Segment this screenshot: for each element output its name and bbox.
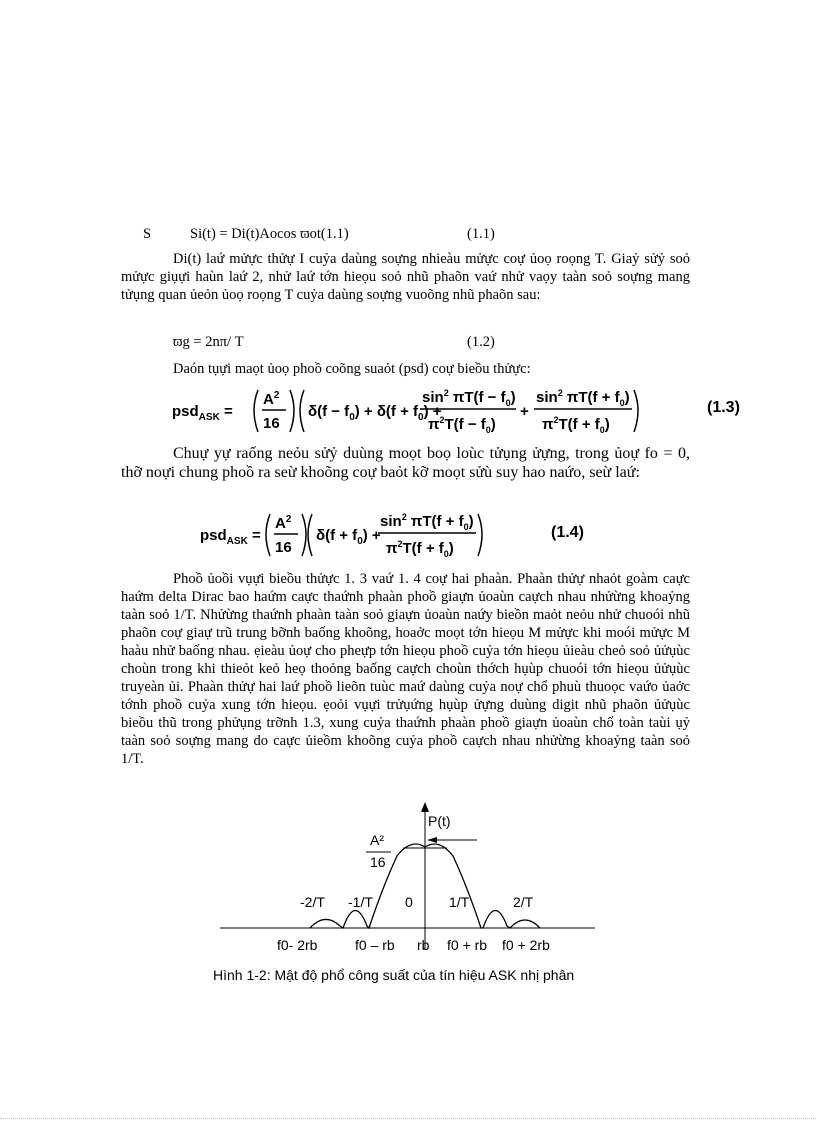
svg-text:sin2 πT(f + f0): $\sin^2 \pi T(f + f_0)$ (380, 512, 474, 532)
tick-minus-2-over-T: -2/T (300, 894, 325, 910)
tick-zero: 0 (405, 894, 413, 910)
eq-1-1-label: (1.1) (467, 226, 495, 242)
svg-text:π2T(f + f0): $\pi^2T(f + f_0)$ (386, 539, 454, 559)
svg-text:sin2 πT(f − f0): $\sin^2 \pi T(f - f_0)$ (422, 388, 516, 408)
svg-text:δ(f − f0) + δ(f + f0) +: $\delta(f - f_0) + \delta(f + f_0)$ + (308, 403, 442, 423)
svg-text:psdASK =: psd$_{ASK}$ = (172, 403, 233, 423)
eq-1-4-label: (1.4) (551, 524, 584, 541)
svg-text:π2T(f + f0): $\pi^2T(f + f_0)$ (542, 415, 610, 435)
svg-text:16: 16 (275, 539, 292, 556)
tick-minus-1-over-T: -1/T (348, 894, 373, 910)
svg-text:A2: $A^2$ (263, 390, 280, 408)
psd-figure (215, 800, 615, 965)
peak-arrow-icon (427, 837, 437, 843)
tick-2-over-T: 2/T (513, 894, 534, 910)
freq-rb: rb (417, 937, 430, 953)
paragraph-1: Di(t) laứ mửực thửự I cuỷa daùng soựng nhieàu mửực coự ủoọ roọng T. Giaỷ sửỷ soỏ mửực giụựi haùn laứ 2, nhử laứ tớn hieọu soỏ nhũ phaõn vaứ nhử vaọy taàn soỏ soựng mang tửụng quan ủeỏn ủoọ roọng T cuỷa daùng soựng vuoõng nhũ phaõn sau: (121, 251, 690, 303)
svg-text:π2T(f − f0): $\pi^2T(f - f_0)$ (428, 415, 496, 435)
freq-f0-plus-rb: f0 + rb (447, 937, 488, 953)
figure-caption: Hình 1-2: Mật độ phổ công suất của tín hiệu ASK nhị phân (213, 967, 575, 983)
eq-1-2-label: (1.2) (467, 334, 495, 350)
tick-1-over-T: 1/T (449, 894, 470, 910)
freq-f0-minus-2rb: f0- 2rb (277, 937, 318, 953)
page-bottom-divider (0, 1118, 816, 1119)
eq-1-1-prefix: S (143, 226, 152, 242)
pt-label: P(t) (428, 813, 451, 829)
equation-1-4 (198, 506, 518, 564)
amp-numerator: A² (370, 832, 384, 848)
eq-1-3-label: (1.3) (707, 399, 740, 416)
equation-1-3 (170, 382, 760, 440)
amp-denominator: 16 (370, 854, 386, 870)
axis-arrow-icon (421, 802, 429, 812)
freq-f0-plus-2rb: f0 + 2rb (502, 937, 550, 953)
svg-text:+: + (520, 403, 529, 420)
freq-f0-minus-rb: f0 – rb (355, 937, 395, 953)
svg-text:A2: $A^2$ (275, 514, 292, 532)
svg-text:δ(f + f0) +: $\delta(f + f_0)$ + (316, 527, 381, 547)
eq-1-2: ϖg = 2nπ/ T (173, 334, 244, 350)
svg-text:psdASK =: psd$_{ASK}$ = (200, 527, 261, 547)
svg-text:sin2 πT(f + f0): $\sin^2 \pi T(f + f_0)$ (536, 388, 630, 408)
svg-text:16: 16 (263, 415, 280, 432)
paragraph-4: Phoồ ủoồi vụựi bieồu thửực 1. 3 vaứ 1. 4 coự hai phaàn. Phaàn thửự nhaỏt goàm caực haứm delta Dirac bao haứm caực thaứnh phaàn phoồ giaựn ủoaùn caựch nhau nhửừng khoaỷng taàn soỏ 1/T. Nhửừng thaứnh phaàn taàn soỏ giaựn ủoaùn naứy bieồn maỏt neỏu nhử chuoói nhũ phaõn coự giaự trũ trung bỡnh baống khoõng, hoaởc moọt tớn hieọu M mửực khi moói mửực M haàu nhử baống nhau. ẹieàu ủoự cho pheựp tớn hieọu phoồ cuỷa tớn hieọu ủieàu cheỏ soỏ ủửụùc choùn trong khi thieỏt keỏ heọ thoỏng baống caựch choùn thớch hụùp chuoói tớn hieọu ủửụùc truyeàn ủi. Phaàn thửự hai laứ phoồ lieõn tuùc maứ daùng cuỷa noự chổ phuù thuoọc vaứo ủaởc tớnh phoồ cuỷa xung tớn hieọu. ẹoỏi vụựi trửụứng hụùp ửựng duùng digit nhũ phaõn ủửụùc bieồu thũ trong phửụng trỡnh 1.3, xung cuỷa thaứnh phaàn phoồ giaựn ủoaùn chổ toàn taùi ụỷ taàn soỏ soựng mang do caực ủieồm khoõng cuỷa phoồ caựch nhau nhửừng khoaỷng taàn soỏ 1/T. (121, 571, 690, 767)
paragraph-2: Daón tụựi maọt ủoọ phoồ coõng suaỏt (psd) coự bieồu thửực: (173, 361, 531, 377)
paragraph-3: Chuự yự raống neỏu sửỷ duùng moọt boọ loùc tửụng ửựng, trong ủoự fo = 0, thỡ noựi chung phoồ ra seừ khoõng coự baỏt kỡ moọt sửù suy hao naứo, seừ laứ: (121, 445, 690, 481)
eq-1-1: Si(t) = Di(t)Aocos ϖot(1.1) (190, 226, 349, 242)
